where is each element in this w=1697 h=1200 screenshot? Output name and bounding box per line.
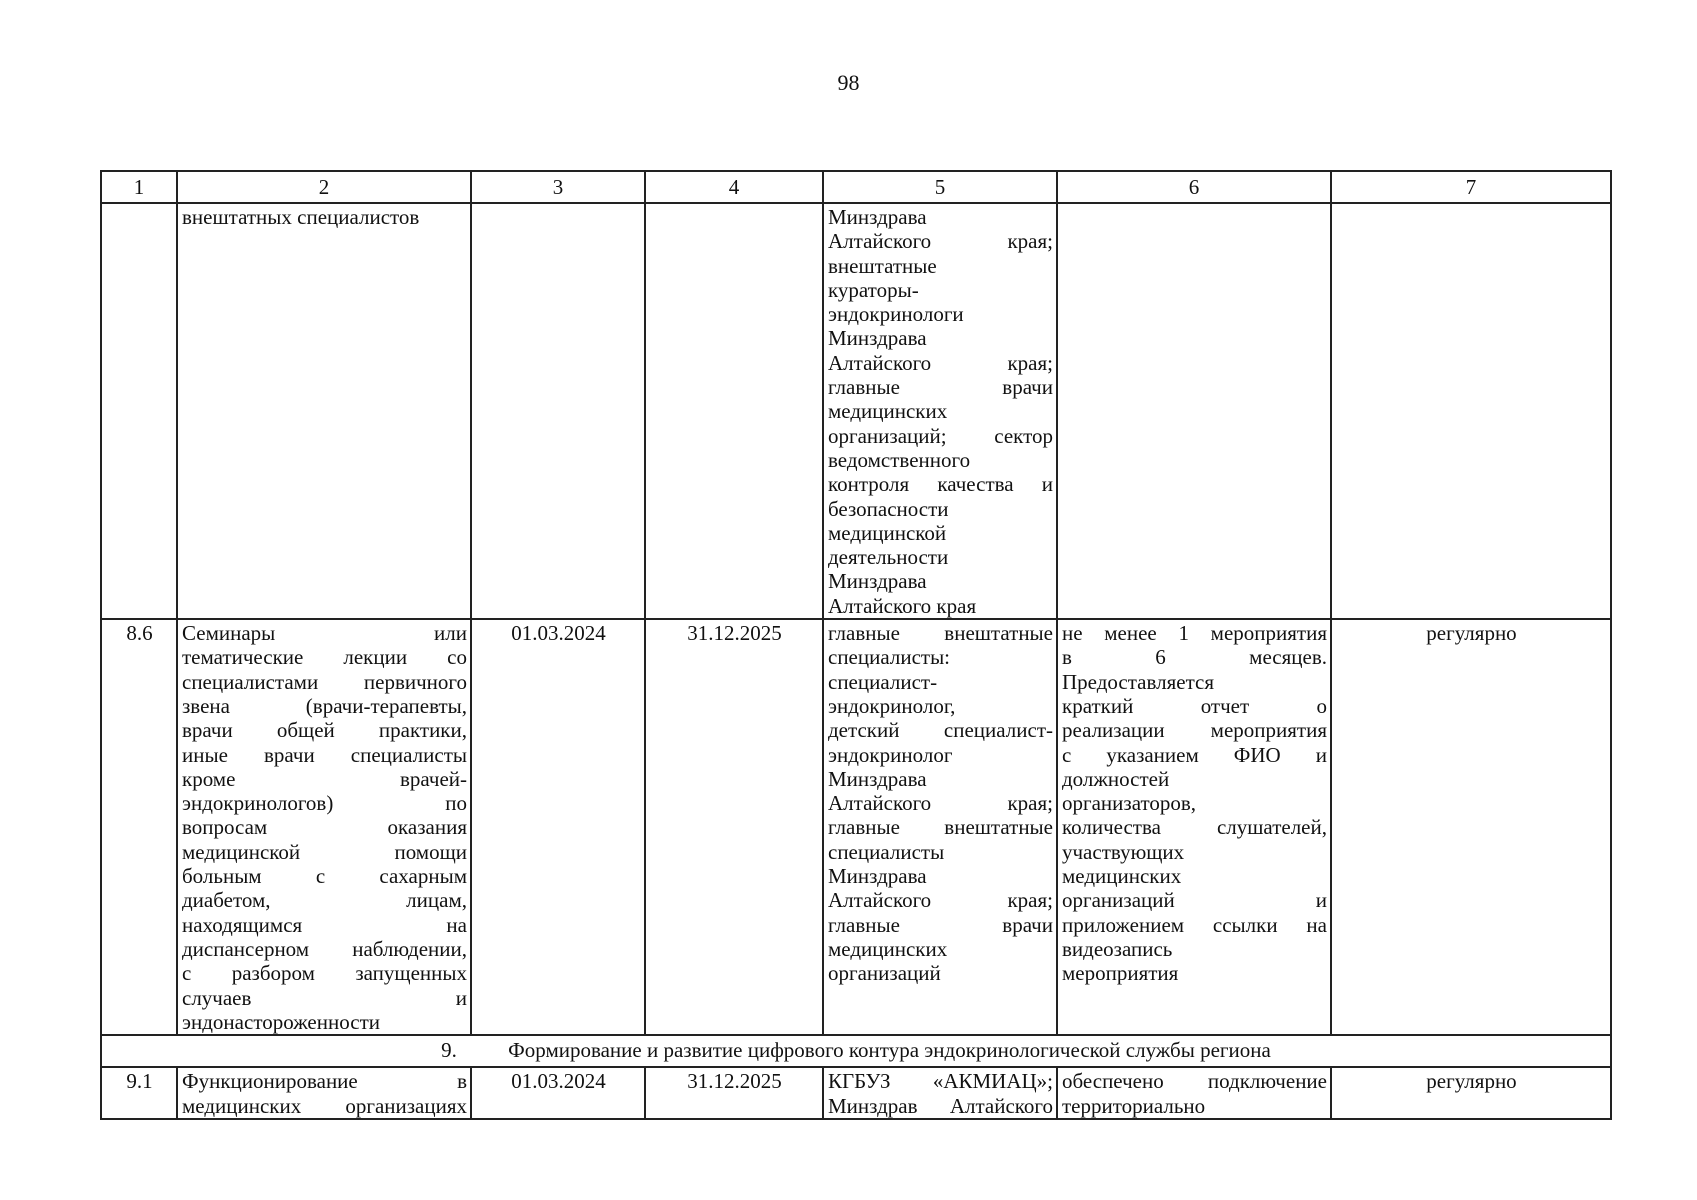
cell-periodicity: регулярно <box>1331 619 1611 1035</box>
text-line: главные внештатные <box>828 621 1053 646</box>
text-line: медицинской <box>828 520 947 545</box>
text-line: Алтайского края <box>828 593 977 618</box>
text-line: Алтайского края; <box>828 888 1053 913</box>
text-line: территориально <box>1062 1093 1206 1118</box>
text-line: видеозапись <box>1062 936 1173 961</box>
text-line: Минздрава <box>828 766 927 791</box>
text-line: кроме врачей- <box>182 766 467 791</box>
cell-periodicity: регулярно <box>1331 1067 1611 1119</box>
cell-num: 9.1 <box>101 1067 177 1119</box>
cell-end: 31.12.2025 <box>645 619 823 1035</box>
cell-periodicity <box>1331 203 1611 619</box>
text-line: Предоставляется <box>1062 669 1215 694</box>
text-line: приложением ссылки на <box>1062 912 1327 937</box>
text-line: находящимся на <box>182 912 467 937</box>
header-col-7: 7 <box>1331 171 1611 203</box>
activities-table <box>100 170 1612 1120</box>
header-row <box>101 171 1611 203</box>
text-line: Минздрава <box>828 864 927 889</box>
section-title: Формирование и развитие цифрового контура эндокринологической службы региона <box>508 1038 1271 1063</box>
cell-num: 8.6 <box>101 619 177 1035</box>
text-line: эндокринолог, <box>828 693 956 718</box>
cell-result <box>1057 619 1331 1035</box>
cell-num <box>101 203 177 619</box>
cell-start: 01.03.2024 <box>471 1067 645 1119</box>
text-line: диспансерном наблюдении, <box>182 936 467 961</box>
text-line: Функционирование в <box>182 1069 467 1094</box>
text-line: главные врачи <box>828 912 1053 937</box>
text-line: иные врачи специалисты <box>182 742 467 767</box>
text-line: специалистами первичного <box>182 669 467 694</box>
text-line: звена (врачи-терапевты, <box>182 693 467 718</box>
text-line: участвующих <box>1062 839 1185 864</box>
text-line: медицинских <box>828 399 948 424</box>
text-line: врачи общей практики, <box>182 718 467 743</box>
text-line: не менее 1 мероприятия <box>1062 621 1327 646</box>
text-line: Семинары или <box>182 621 467 646</box>
text-line: главные внештатные <box>828 815 1053 840</box>
cell-responsible <box>823 1067 1057 1119</box>
text-line: в 6 месяцев. <box>1062 645 1327 670</box>
cell-name <box>177 619 471 1035</box>
text-line: специалисты: <box>828 645 951 670</box>
text-line: обеспечено подключение <box>1062 1069 1327 1094</box>
text-line: Минздрава <box>828 205 927 229</box>
text-line: Алтайского края; <box>828 350 1053 375</box>
text-line: эндокринолог <box>828 742 953 767</box>
text-line: КГБУЗ «АКМИАЦ»; <box>828 1069 1053 1094</box>
text-line: эндокринологи <box>828 302 964 327</box>
text-line: кураторы- <box>828 277 919 302</box>
text-line: диабетом, лицам, <box>182 888 467 913</box>
text-line: Минздрав Алтайского <box>828 1093 1053 1118</box>
text-line: организаций <box>828 961 941 986</box>
header-col-1: 1 <box>101 171 177 203</box>
text-line: больным с сахарным <box>182 864 467 889</box>
text-line: медицинских <box>828 936 948 961</box>
text-line: с разбором запущенных <box>182 961 467 986</box>
header-col-4: 4 <box>645 171 823 203</box>
section-row-9 <box>101 1035 1611 1067</box>
text-line: должностей <box>1062 766 1170 791</box>
text-line: внештатные <box>828 253 937 278</box>
text-line: Алтайского края; <box>828 791 1053 816</box>
cell-end <box>645 203 823 619</box>
text-line: с указанием ФИО и <box>1062 742 1327 767</box>
text-line: главные врачи <box>828 375 1053 400</box>
cell-responsible <box>823 619 1057 1035</box>
text-line: реализации мероприятия <box>1062 718 1327 743</box>
text-line: эндонастороженности <box>182 1009 380 1034</box>
text-line: контроля качества и <box>828 472 1053 497</box>
text-line: организаций и <box>1062 888 1327 913</box>
text-line: безопасности <box>828 496 949 521</box>
text-line: детский специалист- <box>828 718 1053 743</box>
section-heading <box>101 1035 1611 1067</box>
text-line: деятельности <box>828 545 949 570</box>
table-row-9-1 <box>101 1067 1611 1119</box>
header-col-6: 6 <box>1057 171 1331 203</box>
cell-result <box>1057 1067 1331 1119</box>
section-number: 9. <box>441 1038 457 1063</box>
text-line: Минздрава <box>828 569 927 594</box>
cell-end: 31.12.2025 <box>645 1067 823 1119</box>
text-line: медицинских организациях <box>182 1093 467 1118</box>
cell-name: внештатных специалистов <box>177 203 471 619</box>
cell-responsible <box>823 203 1057 619</box>
table-row-8-6 <box>101 619 1611 1035</box>
text-line: организаций; сектор <box>828 423 1053 448</box>
text-line: ведомственного <box>828 447 971 472</box>
text-line: медицинских <box>1062 864 1182 889</box>
text-line: Минздрава <box>828 326 927 351</box>
text-line: эндокринологов) по <box>182 791 467 816</box>
text-line: случаев и <box>182 985 467 1010</box>
cell-start: 01.03.2024 <box>471 619 645 1035</box>
header-col-2: 2 <box>177 171 471 203</box>
text-line: вопросам оказания <box>182 815 467 840</box>
page-number: 98 <box>837 70 860 95</box>
text-line: тематические лекции со <box>182 645 467 670</box>
header-col-5: 5 <box>823 171 1057 203</box>
text-line: краткий отчет о <box>1062 693 1327 718</box>
text-line: мероприятия <box>1062 961 1179 986</box>
text-line: Алтайского края; <box>828 229 1053 254</box>
text-line: специалисты <box>828 839 945 864</box>
text-line: организаторов, <box>1062 791 1197 816</box>
text-line: медицинской помощи <box>182 839 467 864</box>
cell-name <box>177 1067 471 1119</box>
text-line: количества слушателей, <box>1062 815 1327 840</box>
cell-start <box>471 203 645 619</box>
text-line: специалист- <box>828 669 938 694</box>
table-row-continuation <box>101 203 1611 619</box>
header-col-3: 3 <box>471 171 645 203</box>
cell-result <box>1057 203 1331 619</box>
